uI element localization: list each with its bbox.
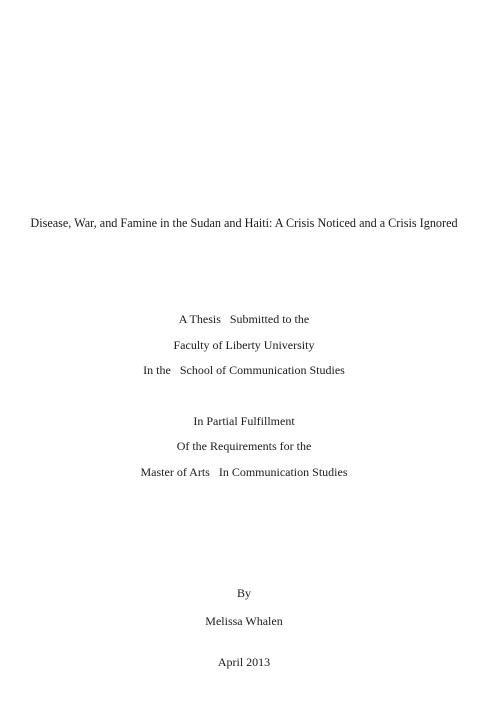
author-name: Melissa Whalen xyxy=(205,614,283,628)
submission-line-2: Faculty of Liberty University xyxy=(173,338,315,352)
fulfillment-line-3: Master of Arts In Communication Studies xyxy=(140,465,348,479)
thesis-title: Disease, War, and Famine in the Sudan and Haiti: A Crisis Noticed and a Crisis Ignored xyxy=(30,216,458,230)
fulfillment-line-1: In Partial Fulfillment xyxy=(193,414,295,428)
submission-line-1: A Thesis Submitted to the xyxy=(178,312,310,326)
submission-date: April 2013 xyxy=(217,655,271,669)
by-label: By xyxy=(236,586,251,600)
submission-line-3: In the School of Communication Studies xyxy=(143,363,345,377)
fulfillment-line-2: Of the Requirements for the xyxy=(176,439,312,453)
